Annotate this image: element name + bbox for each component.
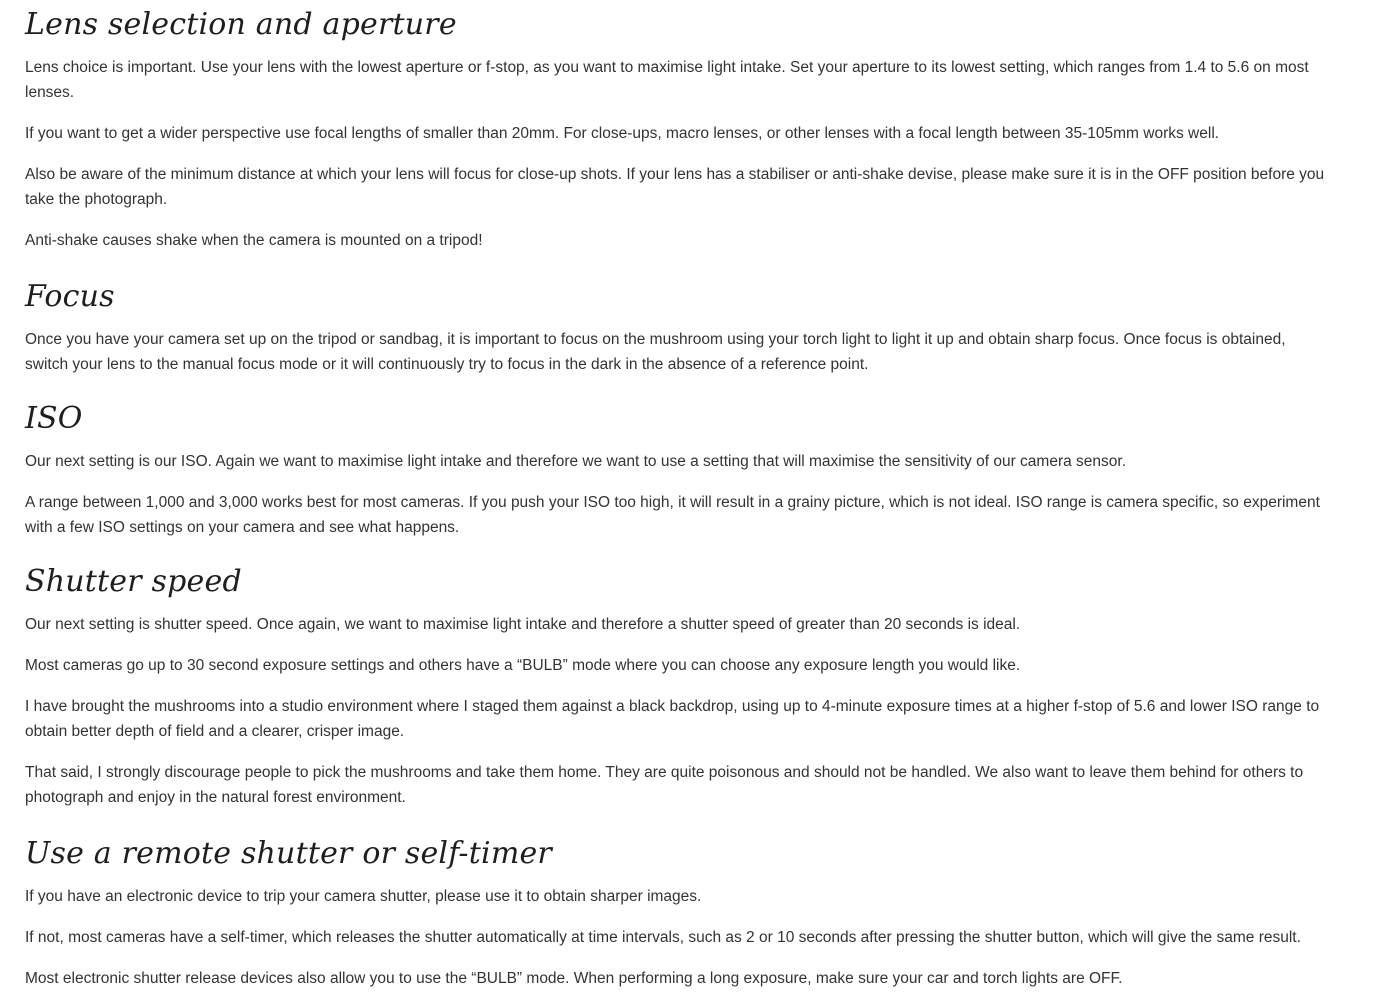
paragraph: Once you have your camera set up on the tripod or sandbag, it is important to focus on the mushroom using your torch light to light it up and obtain sharp focus. Once focus is obtained, switch your lens to the manual focus mode or it will continuously try to focus in the dark in the absence of a reference point. bbox=[25, 331, 1286, 373]
paragraph: A range between 1,000 and 3,000 works best for most cameras. If you push your ISO too high, it will result in a grainy picture, which is not ideal. ISO range is camera specific, so experiment with a few ISO settings on your camera and see what happens. bbox=[25, 494, 1320, 536]
section-title-focus: Focus bbox=[25, 279, 115, 314]
section-title-remote-shutter: Use a remote shutter or self-timer bbox=[25, 836, 552, 871]
paragraph: Most electronic shutter release devices also allow you to use the “BULB” mode. When performing a long exposure, make sure your car and torch lights are OFF. bbox=[25, 970, 1123, 987]
paragraph: Also be aware of the minimum distance at which your lens will focus for close-up shots. If your lens has a stabiliser or anti-shake devise, please make sure it is in the OFF position before you take the photograph. bbox=[25, 166, 1325, 208]
paragraph: Our next setting is our ISO. Again we want to maximise light intake and therefore we want to use a setting that will maximise the sensitivity of our camera sensor. bbox=[25, 453, 1127, 470]
paragraph: Anti-shake causes shake when the camera is mounted on a tripod! bbox=[25, 232, 483, 249]
paragraph: I have brought the mushrooms into a studio environment where I staged them against a black backdrop, using up to 4-minute exposure times at a higher f-stop of 5.6 and lower ISO range to obtain better depth of field and a clearer, crisper image. bbox=[25, 698, 1320, 740]
section-title-shutter-speed: Shutter speed bbox=[25, 564, 242, 599]
section-title-iso: ISO bbox=[25, 401, 83, 436]
paragraph: Our next setting is shutter speed. Once again, we want to maximise light intake and therefore a shutter speed of greater than 20 seconds is ideal. bbox=[25, 616, 1021, 633]
paragraph: Lens choice is important. Use your lens with the lowest aperture or f-stop, as you want to maximise light intake. Set your aperture to its lowest setting, which ranges from 1.4 to 5.6 on most lenses. bbox=[25, 59, 1309, 101]
paragraph: If not, most cameras have a self-timer, which releases the shutter automatically at time intervals, such as 2 or 10 seconds after pressing the shutter button, which will give the same result. bbox=[25, 929, 1301, 946]
paragraph: If you have an electronic device to trip your camera shutter, please use it to obtain sharper images. bbox=[25, 888, 702, 905]
paragraph: Most cameras go up to 30 second exposure settings and others have a “BULB” mode where you can choose any exposure length you would like. bbox=[25, 657, 1021, 674]
article-body bbox=[25, 0, 1325, 991]
paragraph: If you want to get a wider perspective use focal lengths of smaller than 20mm. For close-ups, macro lenses, or other lenses with a focal length between 35-105mm works well. bbox=[25, 125, 1220, 142]
section-title-lens-selection: Lens selection and aperture bbox=[25, 7, 457, 42]
paragraph: That said, I strongly discourage people to pick the mushrooms and take them home. They are quite poisonous and should not be handled. We also want to leave them behind for others to photograph and enjoy in the natural forest environment. bbox=[25, 764, 1304, 806]
